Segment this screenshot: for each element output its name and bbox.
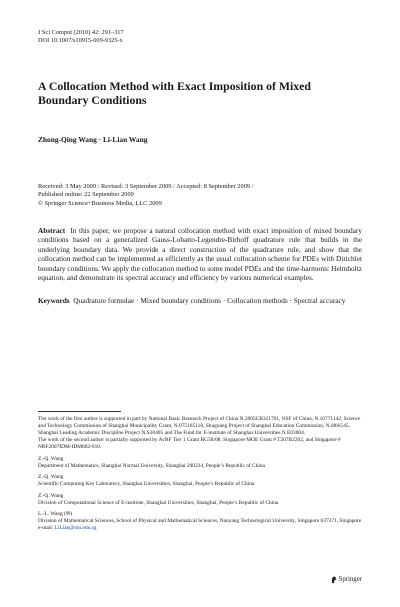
paper-page xyxy=(38,0,362,607)
keywords xyxy=(38,296,362,305)
keywords-label: Keywords xyxy=(38,296,70,305)
affiliation-text: Scientific Computing Key Laboratory, Shanghai Universities, Shanghai, People’s Republic of China xyxy=(38,481,255,487)
keywords-text: Quadrature formulae · Mixed boundary conditions · Collocation methods · Spectral accuracy xyxy=(73,296,346,305)
journal-header xyxy=(38,29,124,45)
copyright: © Springer Science+Business Media, LLC 2009 xyxy=(38,199,162,207)
affiliation xyxy=(38,493,362,507)
journal-citation: J Sci Comput (2010) 42: 291–317 xyxy=(38,29,124,36)
email-label: e-mail: xyxy=(38,525,54,531)
abstract-label: Abstract xyxy=(38,226,66,235)
email-line xyxy=(38,525,362,532)
footnote-rule xyxy=(38,411,121,412)
published-date: Published online: 22 September 2009 xyxy=(38,191,134,199)
springer-logo xyxy=(331,576,362,583)
affiliation-text: Department of Mathematics, Shanghai Normal University, Shanghai 200234, People’s Republic of China xyxy=(38,462,265,469)
affiliation xyxy=(38,456,362,470)
paper-title: A Collocation Method with Exact Imposition of Mixed Boundary Conditions xyxy=(38,79,311,107)
footnotes xyxy=(38,416,362,532)
abstract-text: In this paper, we propose a natural collocation method with exact imposition of mixed boundary conditions based on a generalized Gauss-Lobatto-Legendre-Birhoff quadrature rule that builds in the underlying boundary data. We provide a direct construction of the quadrature rule, and show that the collocation method can be implemented as efficiently as the usual collocation scheme for PDEs with Dirichlet boundary conditions. We apply the collocation method to some model PDEs and the time-harmonic Helmholtz equation, and demonstrate its spectral accuracy and efficiency by various numerical examples. xyxy=(38,226,362,283)
affiliation-author: Z.-Q. Wang xyxy=(38,474,64,480)
knight-icon xyxy=(331,576,337,583)
affiliation-author: Z.-Q. Wang xyxy=(38,492,64,499)
funding-note-second: The work of the second author is partially supported by AcRF Tier 1 Grant RG58/08, Singapore MOE Grant # T207B2202, and Singapore # NRF2007IDM-IDM002-010. xyxy=(38,437,341,450)
received-dates: Received: 3 May 2009 / Revised: 3 September 2009 / Accepted: 8 September 2009 / xyxy=(38,183,254,190)
authors: Zhong-Qing Wang · Li-Lian Wang xyxy=(38,135,148,144)
affiliation-text: Division of Mathematical Sciences, School of Physical and Mathematical Sciences, Nanyang Technological University, Singapore 637371, Singapore xyxy=(38,518,362,524)
publication-dates xyxy=(38,183,253,208)
affiliation-text: Division of Computational Science of E-institute, Shanghai Universities, Shanghai, People’s Republic of China xyxy=(38,499,279,506)
publisher-name: Springer xyxy=(338,576,362,583)
abstract xyxy=(38,226,362,282)
affiliation-author: Z.-Q. Wang xyxy=(38,455,64,462)
affiliation xyxy=(38,474,362,488)
doi: DOI 10.1007/s10915-009-9325-x xyxy=(38,37,123,45)
funding-note-first: The work of the first author is supported in part by National Basic Research Project of China N.2005CB321701, NSF of China, N.10771142, Science and Technology Commission of Shanghai Municipality Grant, N.075105118, Shuguang Project of Shanghai Education Commission, N.08SG45, Shanghai Leading Academic Discipline Project N.S30405 and The Fund for E-institute of Shanghai Universities N.E03004. xyxy=(38,416,361,436)
corresponding-affiliation xyxy=(38,511,362,532)
email-link[interactable]: LiLian@ntu.edu.sg xyxy=(54,525,97,531)
affiliation-author: L.-L. Wang (✉) xyxy=(38,511,73,517)
